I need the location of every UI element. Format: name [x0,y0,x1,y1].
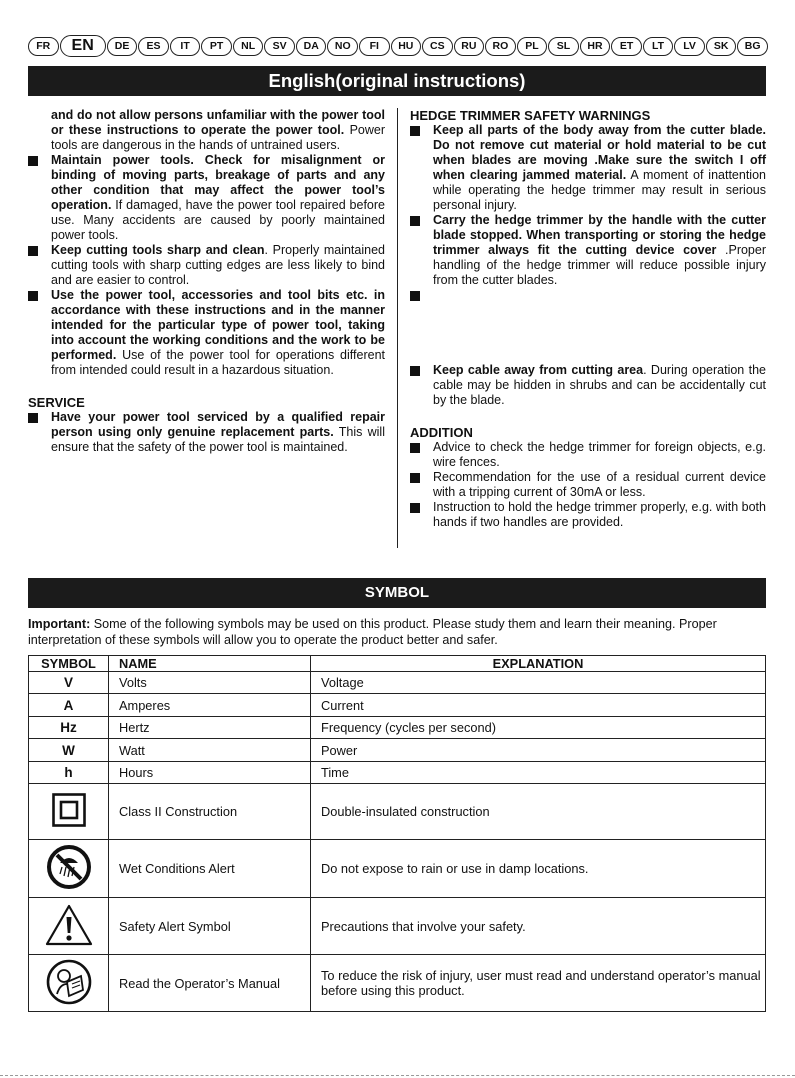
right-column [410,108,766,530]
addition-heading: ADDITION [410,425,473,440]
explanation-cell: Power [311,739,766,762]
table-row [29,739,766,762]
page-edge-divider [0,1075,795,1076]
name-cell: Hours [109,762,311,784]
paragraph-text: Advice to check the hedge trimmer for foreign objects, e.g. wire fences. [433,440,766,469]
explanation-cell: Do not expose to rain or use in damp locations. [311,840,766,898]
paragraph-text: Recommendation for the use of a residual current device with a tripping current of 30mA or less. [433,470,766,499]
explanation-cell: Double-insulated construction [311,784,766,840]
lang-es[interactable]: ES [138,37,169,56]
name-cell: Volts [109,672,311,694]
paragraph-bold: Keep cutting tools sharp and clean [51,243,265,257]
lang-bg[interactable]: BG [737,37,768,56]
symbol-cell: V [29,672,109,694]
table-row [29,840,766,898]
bullet-addition-3 [410,500,766,530]
explanation-cell: Current [311,694,766,717]
lang-hr[interactable]: HR [580,37,611,56]
paragraph-bold: Keep all parts of the body away from the cutter blade. Do not remove cut material or hold material to be cut when blades are moving .Make sure the switch I off when clearing jammed material. [433,123,766,182]
paragraph-text: . During operation the cable may be hidden in shrubs and can be accidentally cut by the blade. [433,363,766,407]
paragraph-text: .Proper handling of the hedge trimmer will reduce possible injury from the cutter blades. [433,243,766,287]
bullet-service [28,410,385,455]
paragraph-text: Instruction to hold the hedge trimmer properly, e.g. with both hands if two handles are provided. [433,500,766,529]
lang-da[interactable]: DA [296,37,327,56]
lang-cs[interactable]: CS [422,37,453,56]
explanation-cell: To reduce the risk of injury, user must read and understand operator’s manual before using this product. [311,955,766,1012]
name-cell: Wet Conditions Alert [109,840,311,898]
language-bar [28,35,768,57]
lang-sk[interactable]: SK [706,37,737,56]
lang-sl[interactable]: SL [548,37,579,56]
symbol-cell: Hz [29,717,109,739]
column-header-name: NAME [109,656,311,672]
service-heading: SERVICE [28,395,85,410]
paragraph-bold: Have your power tool serviced by a qualified repair person using only genuine replacement parts. [51,410,385,439]
lang-lt[interactable]: LT [643,37,674,56]
bullet-keep-body-away [410,123,766,213]
symbol-cell [29,955,109,1012]
bullet-addition-2 [410,470,766,500]
table-row [29,694,766,717]
name-cell: Class II Construction [109,784,311,840]
name-cell: Safety Alert Symbol [109,898,311,955]
lang-et[interactable]: ET [611,37,642,56]
symbol-cell: h [29,762,109,784]
bullet-maintain-tools [28,153,385,243]
table-row [29,717,766,739]
paragraph-bold: Keep cable away from cutting area [433,363,644,377]
symbol-intro [28,617,768,648]
lang-pt[interactable]: PT [201,37,232,56]
paragraph-bold: Use the power tool, accessories and tool bits etc. in accordance with these instructions and in the manner intended for the particular type of power tool, taking into account the working conditions and the work to be performed. [51,288,385,362]
bullet-use-as-intended [28,288,385,378]
bullet-empty [410,288,766,303]
paragraph-text: . Properly maintained cutting tools with sharp cutting edges are less likely to bind and are easier to control. [51,243,385,287]
lang-en-active[interactable]: EN [60,35,106,57]
intro-text: Some of the following symbols may be used on this product. Please study them and learn their meaning. Proper interpretation of these symbols will allow you to operate the product better and safer. [28,617,717,647]
name-cell: Read the Operator’s Manual [109,955,311,1012]
symbol-cell: A [29,694,109,717]
explanation-cell: Precautions that involve your safety. [311,898,766,955]
lang-ro[interactable]: RO [485,37,516,56]
column-header-explanation: EXPLANATION [311,656,766,672]
hedge-trimmer-heading: HEDGE TRIMMER SAFETY WARNINGS [410,108,651,123]
lang-it[interactable]: IT [170,37,201,56]
lang-lv[interactable]: LV [674,37,705,56]
paragraph-text: This will ensure that the safety of the power tool is maintained. [51,425,385,454]
lang-nl[interactable]: NL [233,37,264,56]
lang-de[interactable]: DE [107,37,138,56]
read-manual-icon [45,958,93,1006]
name-cell: Watt [109,739,311,762]
paragraph-text: If damaged, have the power tool repaired before use. Many accidents are caused by poorly maintained power tools. [51,198,385,242]
symbol-cell [29,784,109,840]
explanation-cell: Time [311,762,766,784]
paragraph-bold: Carry the hedge trimmer by the handle with the cutter blade stopped. When transporting or storing the hedge trimmer always fit the cutting device cover [433,213,766,257]
symbol-table [28,655,766,1012]
paragraph-untrained-users [28,108,385,153]
no-rain-icon [46,844,92,890]
paragraph-text: Use of the power tool for operations different from intended could result in a hazardous situation. [51,348,385,377]
page-title: English(original instructions) [28,66,766,96]
table-row [29,784,766,840]
important-label: Important: [28,617,91,631]
lang-fr[interactable]: FR [28,37,59,56]
paragraph-bold: and do not allow persons unfamiliar with the power tool or these instructions to operate the power tool. [51,108,385,137]
table-row [29,898,766,955]
column-header-symbol: SYMBOL [29,656,109,672]
explanation-cell: Frequency (cycles per second) [311,717,766,739]
table-row [29,762,766,784]
name-cell: Hertz [109,717,311,739]
paragraph-bold: Maintain power tools. Check for misalignment or binding of moving parts, breakage of parts and any other condition that may affect the power tool’s operation. [51,153,385,212]
explanation-cell: Voltage [311,672,766,694]
bullet-addition-1 [410,440,766,470]
lang-no[interactable]: NO [327,37,358,56]
lang-sv[interactable]: SV [264,37,295,56]
warning-triangle-icon [44,903,94,947]
bullet-carry-by-handle [410,213,766,288]
left-column [28,108,385,455]
table-header-row [29,656,766,672]
double-square-icon [52,793,86,827]
table-row [29,955,766,1012]
table-row [29,672,766,694]
lang-hu[interactable]: HU [391,37,422,56]
symbol-cell: W [29,739,109,762]
symbol-section-title: SYMBOL [28,578,766,608]
name-cell: Amperes [109,694,311,717]
paragraph-text: Power tools are dangerous in the hands of untrained users. [51,123,386,152]
symbol-cell [29,840,109,898]
lang-pl[interactable]: PL [517,37,548,56]
symbol-cell [29,898,109,955]
bullet-keep-cable-away [410,363,766,408]
paragraph-text: A moment of inattention while operating the hedge trimmer may result in serious personal injury. [433,168,766,212]
lang-fi[interactable]: FI [359,37,390,56]
lang-ru[interactable]: RU [454,37,485,56]
column-divider [397,108,398,548]
bullet-keep-sharp [28,243,385,288]
